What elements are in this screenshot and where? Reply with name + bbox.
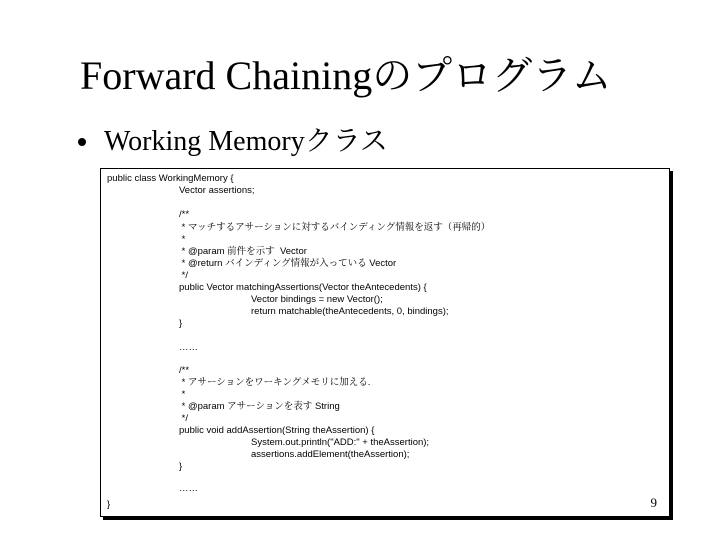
- code-line: */: [179, 413, 188, 424]
- slide-title: Forward Chainingのプログラム: [80, 53, 612, 98]
- code-line: }: [179, 461, 183, 472]
- code-line: assertions.addElement(theAssertion);: [251, 449, 410, 460]
- code-line: *: [179, 389, 186, 400]
- page-number: 9: [650, 495, 657, 511]
- code-line: System.out.println("ADD:" + theAssertion);: [251, 437, 430, 448]
- code-line: Vector bindings = new Vector();: [251, 294, 383, 305]
- bullet-icon: [78, 138, 86, 146]
- code-line: */: [179, 270, 188, 281]
- code-line: }: [179, 318, 183, 329]
- code-line: *: [179, 234, 186, 245]
- code-line: * @param アサーションを表す String: [179, 401, 340, 412]
- bullet-item: [76, 124, 388, 160]
- code-line: * マッチするアサーションに対するバインディング情報を返す（再帰的）: [179, 222, 491, 233]
- code-line: return matchable(theAntecedents, 0, bindings);: [251, 306, 449, 317]
- code-line: Vector assertions;: [179, 185, 255, 196]
- code-line: ……: [179, 342, 198, 353]
- code-line: * アサーションをワーキングメモリに加える.: [179, 377, 371, 388]
- bullet-text: Working Memoryクラス: [104, 126, 388, 157]
- code-line: ……: [179, 483, 198, 494]
- code-line: }: [107, 499, 111, 510]
- code-line: * @return バインディング情報が入っている Vector: [179, 258, 397, 269]
- code-line: /**: [179, 209, 190, 220]
- code-listing: [100, 168, 670, 517]
- code-line: public Vector matchingAssertions(Vector theAntecedents) {: [179, 282, 427, 293]
- code-line: public void addAssertion(String theAssertion) {: [179, 425, 375, 436]
- code-line: /**: [179, 365, 190, 376]
- code-line: * @param 前件を示す Vector: [179, 246, 307, 257]
- code-line: public class WorkingMemory {: [107, 173, 234, 184]
